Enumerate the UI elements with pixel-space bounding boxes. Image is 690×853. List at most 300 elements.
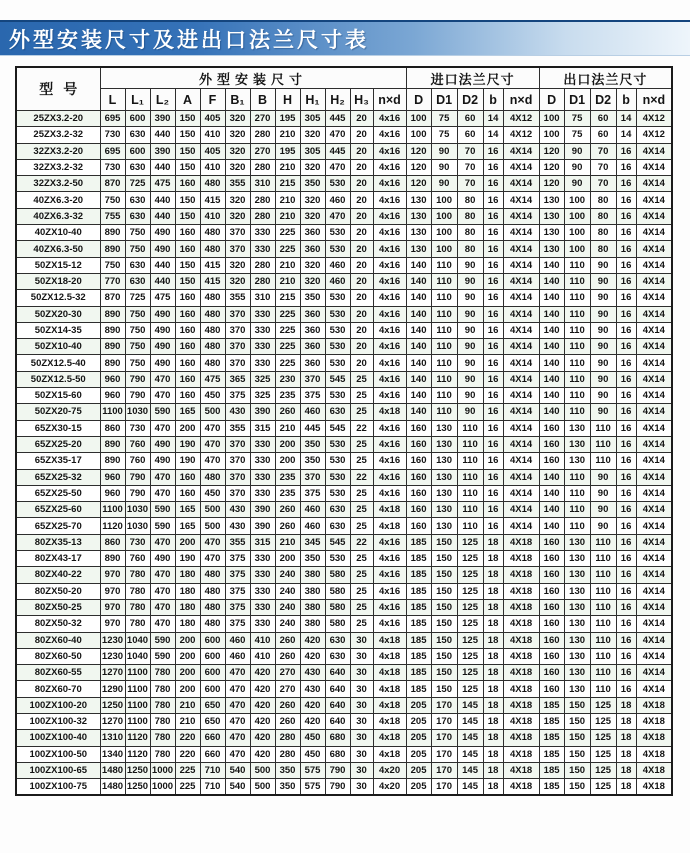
table-row xyxy=(16,551,672,567)
value-cell: 70 xyxy=(590,159,616,175)
value-cell: 110 xyxy=(564,273,590,289)
value-cell: 410 xyxy=(250,648,275,664)
value-cell: 630 xyxy=(125,257,150,273)
value-cell: 365 xyxy=(225,371,250,387)
model-cell: 100ZX100-40 xyxy=(16,730,100,746)
value-cell: 320 xyxy=(300,208,325,224)
value-cell: 1250 xyxy=(100,697,125,713)
table-row xyxy=(16,616,672,632)
column-header: H₁ xyxy=(300,89,325,111)
value-cell: 16 xyxy=(483,420,503,436)
value-cell: 110 xyxy=(457,436,483,452)
value-cell: 130 xyxy=(539,208,564,224)
value-cell: 530 xyxy=(325,485,350,501)
value-cell: 590 xyxy=(150,502,175,518)
value-cell: 140 xyxy=(406,404,431,420)
value-cell: 490 xyxy=(150,322,175,338)
value-cell: 470 xyxy=(150,420,175,436)
value-cell: 260 xyxy=(275,697,300,713)
value-cell: 4x16 xyxy=(373,534,406,550)
value-cell: 130 xyxy=(564,436,590,452)
value-cell: 960 xyxy=(100,388,125,404)
value-cell: 630 xyxy=(125,159,150,175)
value-cell: 150 xyxy=(431,534,457,550)
value-cell: 320 xyxy=(225,127,250,143)
value-cell: 25 xyxy=(350,436,373,452)
value-cell: 60 xyxy=(457,127,483,143)
value-cell: 90 xyxy=(457,388,483,404)
value-cell: 16 xyxy=(616,371,636,387)
value-cell: 440 xyxy=(150,192,175,208)
value-cell: 225 xyxy=(275,339,300,355)
value-cell: 180 xyxy=(175,567,200,583)
value-cell: 120 xyxy=(406,159,431,175)
value-cell: 780 xyxy=(150,697,175,713)
value-cell: 390 xyxy=(250,502,275,518)
value-cell: 4x16 xyxy=(373,127,406,143)
value-cell: 125 xyxy=(457,534,483,550)
value-cell: 170 xyxy=(431,697,457,713)
value-cell: 150 xyxy=(564,730,590,746)
table-body xyxy=(16,111,672,796)
value-cell: 790 xyxy=(125,371,150,387)
value-cell: 470 xyxy=(150,583,175,599)
value-cell: 1480 xyxy=(100,779,125,796)
value-cell: 260 xyxy=(275,502,300,518)
value-cell: 4X12 xyxy=(636,127,672,143)
value-cell: 110 xyxy=(431,257,457,273)
value-cell: 755 xyxy=(100,208,125,224)
table-row xyxy=(16,697,672,713)
page-title: 外型安装尺寸及进出口法兰尺寸表 xyxy=(9,28,369,52)
value-cell: 545 xyxy=(325,420,350,436)
value-cell: 750 xyxy=(125,322,150,338)
value-cell: 4x20 xyxy=(373,779,406,796)
value-cell: 170 xyxy=(431,746,457,762)
value-cell: 530 xyxy=(325,388,350,404)
value-cell: 90 xyxy=(590,502,616,518)
table-row xyxy=(16,388,672,404)
value-cell: 530 xyxy=(325,290,350,306)
value-cell: 4X14 xyxy=(503,436,539,452)
value-cell: 185 xyxy=(539,779,564,796)
value-cell: 185 xyxy=(406,599,431,615)
value-cell: 600 xyxy=(200,632,225,648)
value-cell: 860 xyxy=(100,534,125,550)
value-cell: 500 xyxy=(250,779,275,796)
value-cell: 150 xyxy=(564,713,590,729)
value-cell: 695 xyxy=(100,143,125,159)
value-cell: 18 xyxy=(483,583,503,599)
value-cell: 150 xyxy=(175,192,200,208)
value-cell: 420 xyxy=(250,697,275,713)
value-cell: 530 xyxy=(325,322,350,338)
table-row xyxy=(16,208,672,224)
value-cell: 370 xyxy=(300,469,325,485)
value-cell: 260 xyxy=(275,713,300,729)
value-cell: 80 xyxy=(590,225,616,241)
value-cell: 18 xyxy=(483,779,503,796)
value-cell: 420 xyxy=(250,681,275,697)
column-header: D1 xyxy=(564,89,590,111)
table-row xyxy=(16,225,672,241)
value-cell: 140 xyxy=(539,306,564,322)
value-cell: 470 xyxy=(225,697,250,713)
value-cell: 350 xyxy=(300,436,325,452)
value-cell: 150 xyxy=(175,143,200,159)
value-cell: 16 xyxy=(616,290,636,306)
value-cell: 125 xyxy=(457,665,483,681)
value-cell: 630 xyxy=(325,502,350,518)
value-cell: 480 xyxy=(200,355,225,371)
value-cell: 205 xyxy=(406,779,431,796)
value-cell: 480 xyxy=(200,339,225,355)
value-cell: 140 xyxy=(539,339,564,355)
value-cell: 470 xyxy=(225,730,250,746)
value-cell: 960 xyxy=(100,469,125,485)
value-cell: 90 xyxy=(457,339,483,355)
value-cell: 530 xyxy=(325,339,350,355)
value-cell: 235 xyxy=(275,485,300,501)
value-cell: 390 xyxy=(250,404,275,420)
value-cell: 4X14 xyxy=(636,534,672,550)
value-cell: 110 xyxy=(564,518,590,534)
value-cell: 100 xyxy=(564,208,590,224)
value-cell: 90 xyxy=(590,404,616,420)
model-cell: 80ZX35-13 xyxy=(16,534,100,550)
value-cell: 580 xyxy=(325,599,350,615)
value-cell: 680 xyxy=(325,746,350,762)
value-cell: 355 xyxy=(225,290,250,306)
value-cell: 110 xyxy=(590,436,616,452)
value-cell: 630 xyxy=(325,518,350,534)
value-cell: 4X14 xyxy=(636,616,672,632)
value-cell: 545 xyxy=(325,534,350,550)
value-cell: 1290 xyxy=(100,681,125,697)
value-cell: 140 xyxy=(406,273,431,289)
value-cell: 110 xyxy=(457,453,483,469)
value-cell: 130 xyxy=(539,241,564,257)
value-cell: 90 xyxy=(590,339,616,355)
value-cell: 450 xyxy=(200,485,225,501)
column-header: B₁ xyxy=(225,89,250,111)
model-cell: 50ZX12.5-50 xyxy=(16,371,100,387)
value-cell: 25 xyxy=(350,502,373,518)
table-row xyxy=(16,648,672,664)
value-cell: 110 xyxy=(590,681,616,697)
value-cell: 4x16 xyxy=(373,583,406,599)
value-cell: 500 xyxy=(200,518,225,534)
table-row xyxy=(16,322,672,338)
value-cell: 355 xyxy=(225,176,250,192)
value-cell: 4X14 xyxy=(636,159,672,175)
column-header: F xyxy=(200,89,225,111)
value-cell: 470 xyxy=(200,436,225,452)
value-cell: 170 xyxy=(431,730,457,746)
value-cell: 90 xyxy=(457,355,483,371)
value-cell: 185 xyxy=(406,632,431,648)
group-header-inlet-flange: 进口法兰尺寸 xyxy=(406,67,539,89)
value-cell: 185 xyxy=(539,713,564,729)
value-cell: 375 xyxy=(225,583,250,599)
value-cell: 20 xyxy=(350,111,373,127)
value-cell: 145 xyxy=(457,762,483,778)
value-cell: 370 xyxy=(225,436,250,452)
value-cell: 4X14 xyxy=(503,176,539,192)
value-cell: 4x16 xyxy=(373,616,406,632)
value-cell: 240 xyxy=(275,567,300,583)
value-cell: 370 xyxy=(225,469,250,485)
value-cell: 20 xyxy=(350,208,373,224)
table-row xyxy=(16,371,672,387)
value-cell: 230 xyxy=(275,371,300,387)
value-cell: 4X14 xyxy=(503,290,539,306)
value-cell: 130 xyxy=(431,469,457,485)
value-cell: 125 xyxy=(457,567,483,583)
value-cell: 110 xyxy=(431,404,457,420)
value-cell: 260 xyxy=(275,404,300,420)
value-cell: 4x16 xyxy=(373,192,406,208)
value-cell: 160 xyxy=(175,339,200,355)
value-cell: 110 xyxy=(564,502,590,518)
model-column-header: 型号 xyxy=(16,67,100,111)
value-cell: 370 xyxy=(225,485,250,501)
value-cell: 90 xyxy=(564,176,590,192)
value-cell: 30 xyxy=(350,779,373,796)
value-cell: 330 xyxy=(250,322,275,338)
value-cell: 100 xyxy=(564,225,590,241)
value-cell: 25 xyxy=(350,599,373,615)
model-cell: 100ZX100-75 xyxy=(16,779,100,796)
value-cell: 370 xyxy=(225,306,250,322)
value-cell: 480 xyxy=(200,290,225,306)
value-cell: 470 xyxy=(325,127,350,143)
value-cell: 18 xyxy=(483,665,503,681)
value-cell: 770 xyxy=(100,273,125,289)
value-cell: 18 xyxy=(616,779,636,796)
value-cell: 90 xyxy=(431,176,457,192)
value-cell: 4X18 xyxy=(503,779,539,796)
value-cell: 490 xyxy=(150,339,175,355)
table-row xyxy=(16,567,672,583)
value-cell: 345 xyxy=(300,534,325,550)
value-cell: 4X14 xyxy=(636,306,672,322)
value-cell: 580 xyxy=(325,567,350,583)
value-cell: 350 xyxy=(275,762,300,778)
table-row xyxy=(16,665,672,681)
value-cell: 160 xyxy=(175,322,200,338)
model-cell: 100ZX100-32 xyxy=(16,713,100,729)
value-cell: 410 xyxy=(200,159,225,175)
value-cell: 4x16 xyxy=(373,339,406,355)
value-cell: 4X14 xyxy=(636,420,672,436)
column-header: A xyxy=(175,89,200,111)
value-cell: 650 xyxy=(200,697,225,713)
value-cell: 100 xyxy=(431,192,457,208)
model-cell: 65ZX35-17 xyxy=(16,453,100,469)
value-cell: 75 xyxy=(564,127,590,143)
value-cell: 315 xyxy=(250,420,275,436)
value-cell: 130 xyxy=(564,453,590,469)
value-cell: 18 xyxy=(616,713,636,729)
value-cell: 440 xyxy=(150,273,175,289)
value-cell: 110 xyxy=(431,306,457,322)
value-cell: 80 xyxy=(457,192,483,208)
value-cell: 1480 xyxy=(100,762,125,778)
value-cell: 870 xyxy=(100,176,125,192)
table-row xyxy=(16,469,672,485)
value-cell: 110 xyxy=(590,616,616,632)
value-cell: 4X14 xyxy=(503,208,539,224)
value-cell: 110 xyxy=(431,322,457,338)
model-cell: 80ZX50-20 xyxy=(16,583,100,599)
value-cell: 1270 xyxy=(100,665,125,681)
value-cell: 4X18 xyxy=(503,599,539,615)
value-cell: 530 xyxy=(325,436,350,452)
value-cell: 4X18 xyxy=(636,762,672,778)
value-cell: 130 xyxy=(564,599,590,615)
value-cell: 360 xyxy=(300,225,325,241)
value-cell: 100 xyxy=(539,127,564,143)
value-cell: 4X14 xyxy=(636,208,672,224)
value-cell: 130 xyxy=(564,681,590,697)
value-cell: 22 xyxy=(350,420,373,436)
value-cell: 4x16 xyxy=(373,257,406,273)
value-cell: 4X14 xyxy=(503,257,539,273)
value-cell: 160 xyxy=(539,534,564,550)
value-cell: 4X14 xyxy=(503,453,539,469)
value-cell: 4x18 xyxy=(373,665,406,681)
value-cell: 490 xyxy=(150,241,175,257)
value-cell: 420 xyxy=(300,713,325,729)
value-cell: 16 xyxy=(483,241,503,257)
model-cell: 50ZX12.5-40 xyxy=(16,355,100,371)
value-cell: 545 xyxy=(325,371,350,387)
value-cell: 360 xyxy=(300,339,325,355)
value-cell: 16 xyxy=(616,192,636,208)
value-cell: 140 xyxy=(539,518,564,534)
value-cell: 1250 xyxy=(125,779,150,796)
value-cell: 480 xyxy=(200,616,225,632)
value-cell: 110 xyxy=(590,665,616,681)
value-cell: 210 xyxy=(275,273,300,289)
model-cell: 50ZX15-60 xyxy=(16,388,100,404)
value-cell: 4x16 xyxy=(373,599,406,615)
value-cell: 160 xyxy=(539,681,564,697)
value-cell: 16 xyxy=(483,208,503,224)
value-cell: 750 xyxy=(125,241,150,257)
value-cell: 16 xyxy=(483,290,503,306)
value-cell: 160 xyxy=(406,518,431,534)
value-cell: 480 xyxy=(200,322,225,338)
value-cell: 4x16 xyxy=(373,208,406,224)
value-cell: 185 xyxy=(539,762,564,778)
value-cell: 16 xyxy=(483,404,503,420)
value-cell: 25 xyxy=(350,388,373,404)
value-cell: 25 xyxy=(350,518,373,534)
value-cell: 160 xyxy=(406,436,431,452)
value-cell: 18 xyxy=(483,534,503,550)
value-cell: 110 xyxy=(590,648,616,664)
value-cell: 90 xyxy=(590,257,616,273)
value-cell: 16 xyxy=(483,388,503,404)
value-cell: 1040 xyxy=(125,648,150,664)
value-cell: 4x16 xyxy=(373,225,406,241)
value-cell: 415 xyxy=(200,192,225,208)
value-cell: 14 xyxy=(616,111,636,127)
value-cell: 90 xyxy=(590,485,616,501)
value-cell: 355 xyxy=(225,534,250,550)
value-cell: 160 xyxy=(406,453,431,469)
value-cell: 16 xyxy=(616,176,636,192)
value-cell: 20 xyxy=(350,257,373,273)
value-cell: 160 xyxy=(175,388,200,404)
value-cell: 380 xyxy=(300,567,325,583)
value-cell: 4x16 xyxy=(373,143,406,159)
value-cell: 730 xyxy=(125,534,150,550)
table-row xyxy=(16,502,672,518)
value-cell: 680 xyxy=(325,730,350,746)
value-cell: 4x18 xyxy=(373,730,406,746)
value-cell: 280 xyxy=(250,127,275,143)
value-cell: 145 xyxy=(457,713,483,729)
value-cell: 165 xyxy=(175,502,200,518)
value-cell: 125 xyxy=(457,551,483,567)
value-cell: 490 xyxy=(150,306,175,322)
value-cell: 200 xyxy=(275,453,300,469)
value-cell: 125 xyxy=(457,616,483,632)
value-cell: 160 xyxy=(175,225,200,241)
value-cell: 4X18 xyxy=(503,551,539,567)
value-cell: 16 xyxy=(483,176,503,192)
value-cell: 4X18 xyxy=(636,713,672,729)
value-cell: 160 xyxy=(175,176,200,192)
value-cell: 4x16 xyxy=(373,551,406,567)
value-cell: 330 xyxy=(250,453,275,469)
value-cell: 16 xyxy=(483,371,503,387)
value-cell: 480 xyxy=(200,306,225,322)
value-cell: 120 xyxy=(406,143,431,159)
value-cell: 280 xyxy=(275,746,300,762)
value-cell: 4X14 xyxy=(636,436,672,452)
value-cell: 240 xyxy=(275,616,300,632)
value-cell: 350 xyxy=(300,551,325,567)
value-cell: 140 xyxy=(406,371,431,387)
value-cell: 320 xyxy=(225,143,250,159)
value-cell: 390 xyxy=(150,111,175,127)
value-cell: 270 xyxy=(250,143,275,159)
model-cell: 32ZX3.2-32 xyxy=(16,159,100,175)
value-cell: 90 xyxy=(457,306,483,322)
value-cell: 4X14 xyxy=(636,225,672,241)
value-cell: 100 xyxy=(406,111,431,127)
value-cell: 110 xyxy=(564,257,590,273)
value-cell: 90 xyxy=(457,290,483,306)
value-cell: 4X14 xyxy=(503,404,539,420)
value-cell: 445 xyxy=(325,143,350,159)
value-cell: 470 xyxy=(150,371,175,387)
value-cell: 600 xyxy=(125,143,150,159)
value-cell: 4X14 xyxy=(636,257,672,273)
value-cell: 4x18 xyxy=(373,404,406,420)
value-cell: 420 xyxy=(250,746,275,762)
value-cell: 140 xyxy=(539,404,564,420)
value-cell: 225 xyxy=(275,322,300,338)
value-cell: 145 xyxy=(457,697,483,713)
value-cell: 110 xyxy=(590,583,616,599)
table-row xyxy=(16,143,672,159)
value-cell: 16 xyxy=(616,420,636,436)
